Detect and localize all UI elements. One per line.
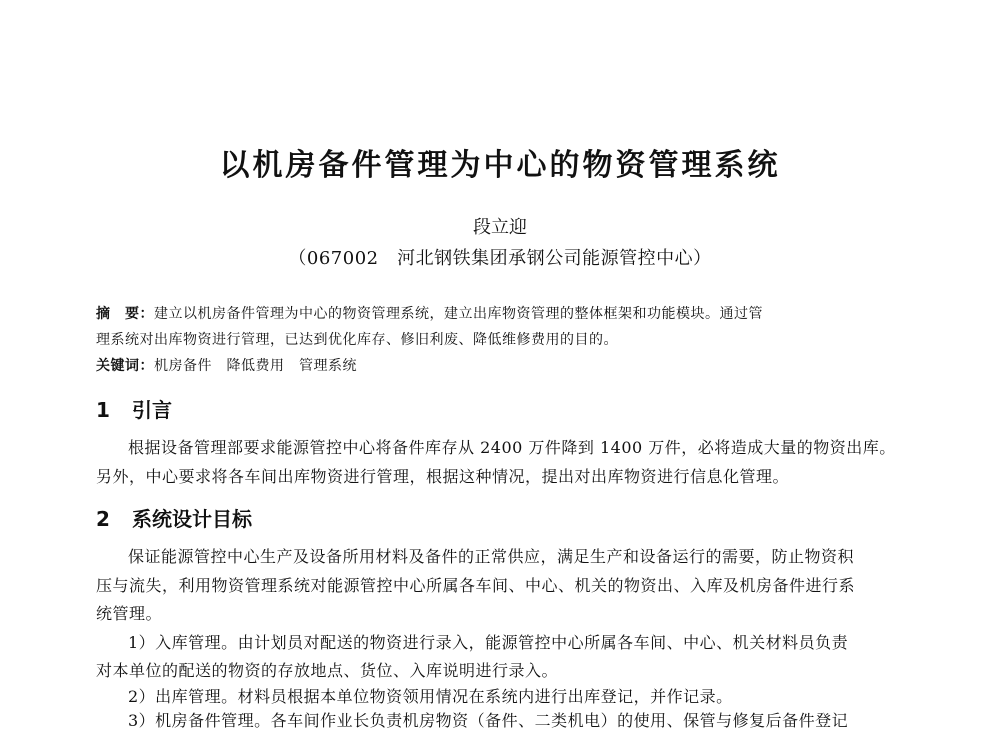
section-2-title: 系统设计目标 [132,507,252,531]
section-2-line-6: 2）出库管理。材料员根据本单位物资领用情况在系统内进行出库登记，并作记录。 [128,687,733,706]
section-2-line-7: 3）机房备件管理。各车间作业长负责机房物资（备件、二类机电）的使用、保管与修复后备件登记 [128,711,849,730]
section-2-number: 2 [96,507,110,531]
author-name: 段立迎 [473,217,527,238]
abstract-label: 摘 要： [96,306,154,322]
abstract-text-1: 建立以机房备件管理为中心的物资管理系统，建立出库物资管理的整体框架和功能模块。通过管 [154,306,763,322]
section-1-title: 引言 [132,398,172,422]
keywords-label: 关键词： [96,358,154,374]
abstract-line-2: 理系统对出库物资进行管理，已达到优化库存、修旧利废、降低维修费用的目的。 [96,332,618,348]
section-1-heading [96,394,172,423]
section-2-line-3: 统管理。 [96,604,163,623]
section-2-line-1: 保证能源管控中心生产及设备所用材料及备件的正常供应，满足生产和设备运行的需要，防止物资积 [128,547,855,566]
section-1-number: 1 [96,398,110,422]
keywords-line [96,355,357,375]
section-1-line-1: 根据设备管理部要求能源管控中心将备件库存从 2400 万件降到 1400 万件，必将造成大量的物资出库。 [128,438,896,457]
author-affiliation: （067002 河北钢铁集团承钢公司能源管控中心） [288,248,712,269]
section-2-line-2: 压与流失，利用物资管理系统对能源管控中心所属各车间、中心、机关的物资出、入库及机房备件进行系 [96,576,856,595]
abstract-line-1 [96,303,763,323]
section-2-line-4: 1）入库管理。由计划员对配送的物资进行录入，能源管控中心所属各车间、中心、机关材料员负责 [128,633,849,652]
section-2-heading [96,503,252,532]
keywords-text: 机房备件 降低费用 管理系统 [154,358,357,374]
section-1-line-2: 另外，中心要求将各车间出库物资进行管理，根据这种情况，提出对出库物资进行信息化管理。 [96,467,790,486]
paper-title: 以机房备件管理为中心的物资管理系统 [219,148,781,183]
section-2-line-5: 对本单位的配送的物资的存放地点、货位、入库说明进行录入。 [96,661,559,680]
